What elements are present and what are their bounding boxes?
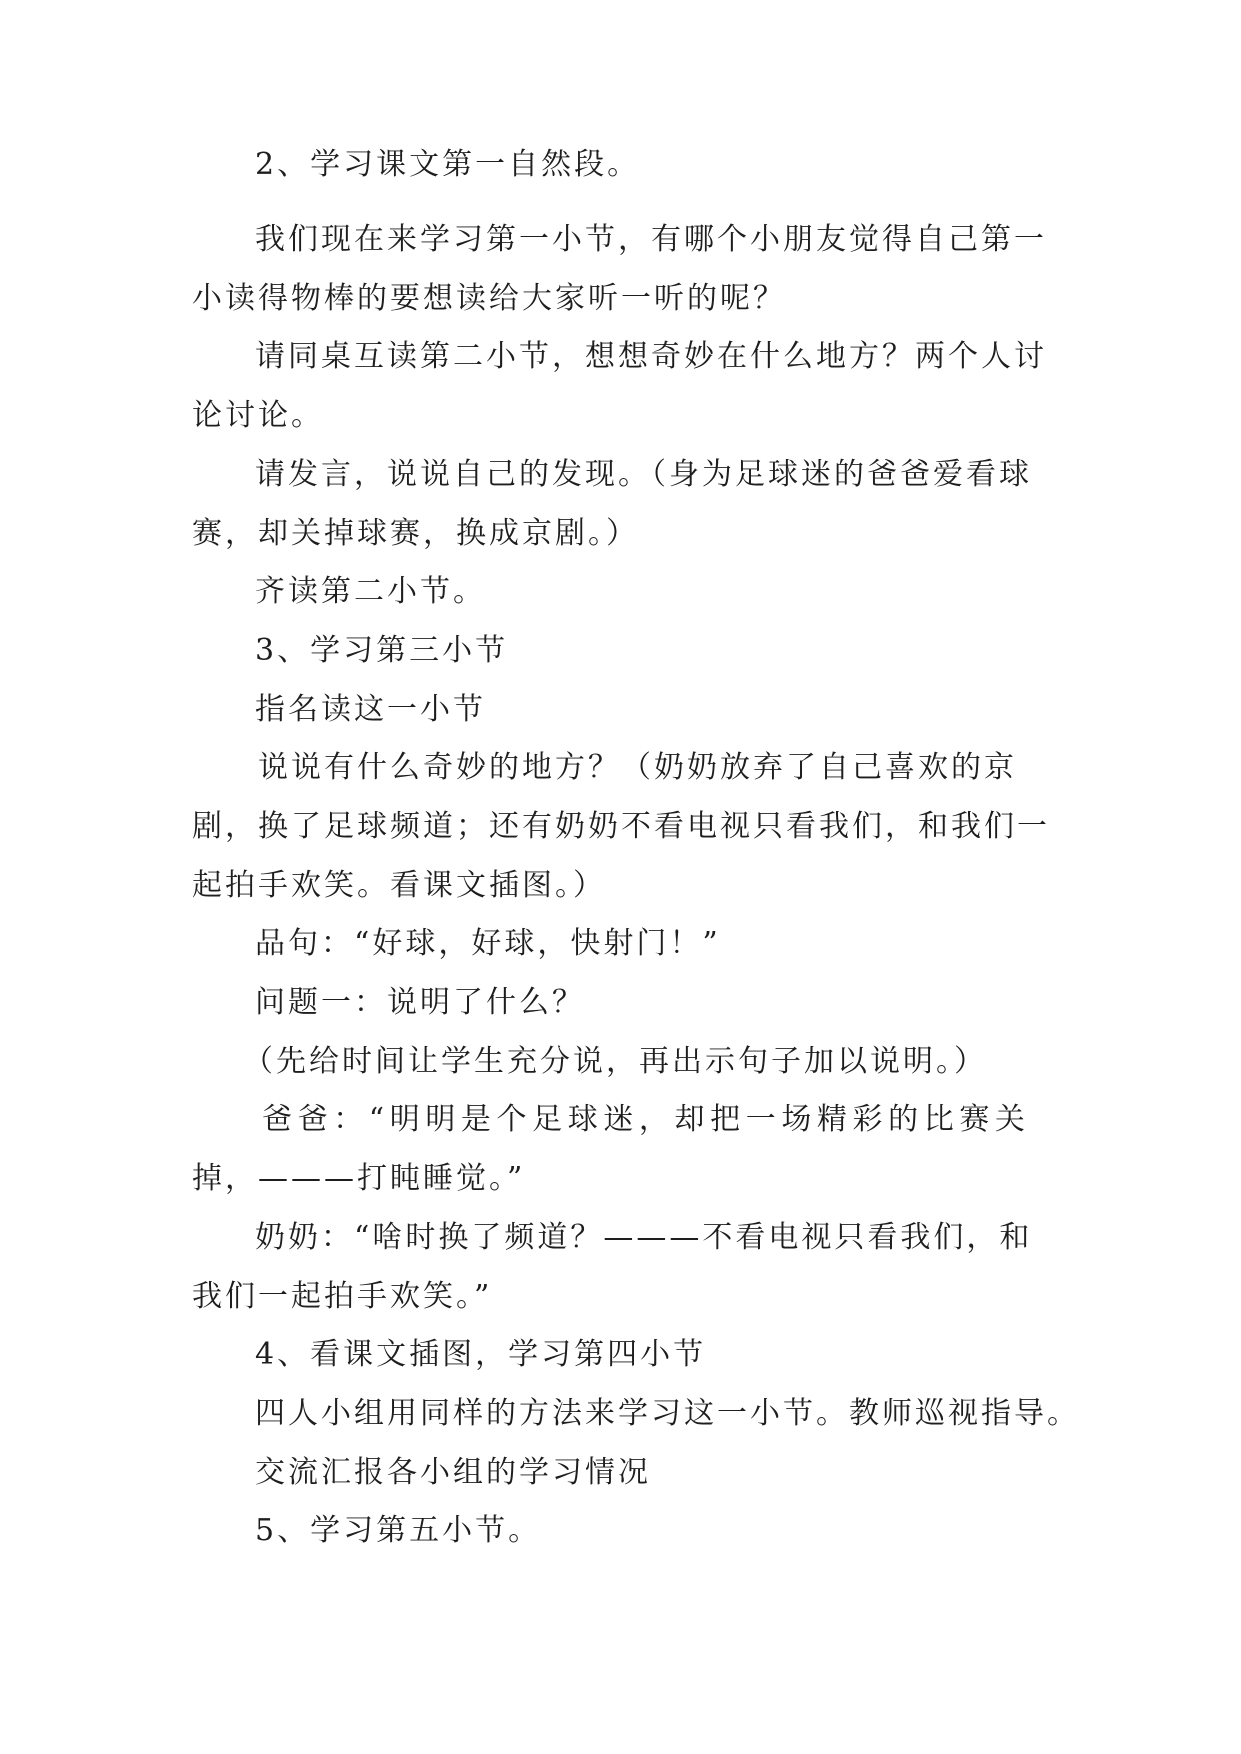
text-line: 说说有什么奇妙的地方？（奶奶放弃了自己喜欢的京 [258, 750, 1017, 785]
text-line: 赛，却关掉球赛，换成京剧。） [192, 516, 639, 551]
text-line: 起拍手欢笑。看课文插图。） [192, 868, 606, 903]
text-line: （先给时间让学生充分说，再出示句子加以说明。） [243, 1044, 987, 1079]
text-line: 2、学习课文第一自然段。 [255, 147, 641, 182]
text-line: 5、学习第五小节。 [255, 1513, 542, 1548]
text-line: 我们一起拍手欢笑。” [192, 1279, 493, 1314]
text-line: 四人小组用同样的方法来学习这一小节。教师巡视指导。 [255, 1396, 1080, 1431]
text-line: 齐读第二小节。 [255, 574, 486, 609]
text-line: 请发言，说说自己的发现。（身为足球迷的爸爸爱看球 [255, 457, 1032, 492]
text-line: 4、看课文插图，学习第四小节 [255, 1337, 707, 1372]
text-line: 掉，———打盹睡觉。” [192, 1161, 526, 1196]
text-line: 剧，换了足球频道；还有奶奶不看电视只看我们，和我们一 [192, 809, 1050, 844]
text-line: 交流汇报各小组的学习情况 [255, 1455, 651, 1490]
text-line: 指名读这一小节 [255, 692, 486, 727]
text-line: 爸爸：“明明是个足球迷，却把一场精彩的比赛关 [262, 1102, 1031, 1137]
text-line: 3、学习第三小节 [255, 633, 509, 668]
text-line: 论讨论。 [192, 398, 324, 433]
text-line: 问题一：说明了什么？ [255, 985, 585, 1020]
text-line: 请同桌互读第二小节，想想奇妙在什么地方？两个人讨 [255, 339, 1047, 374]
text-line: 品句：“好球，好球，快射门！” [255, 926, 721, 961]
text-line: 奶奶：“啥时换了频道？———不看电视只看我们，和 [255, 1220, 1033, 1255]
text-line: 小读得物棒的要想读给大家听一听的呢？ [192, 281, 786, 316]
text-line: 我们现在来学习第一小节，有哪个小朋友觉得自己第一 [255, 222, 1047, 257]
